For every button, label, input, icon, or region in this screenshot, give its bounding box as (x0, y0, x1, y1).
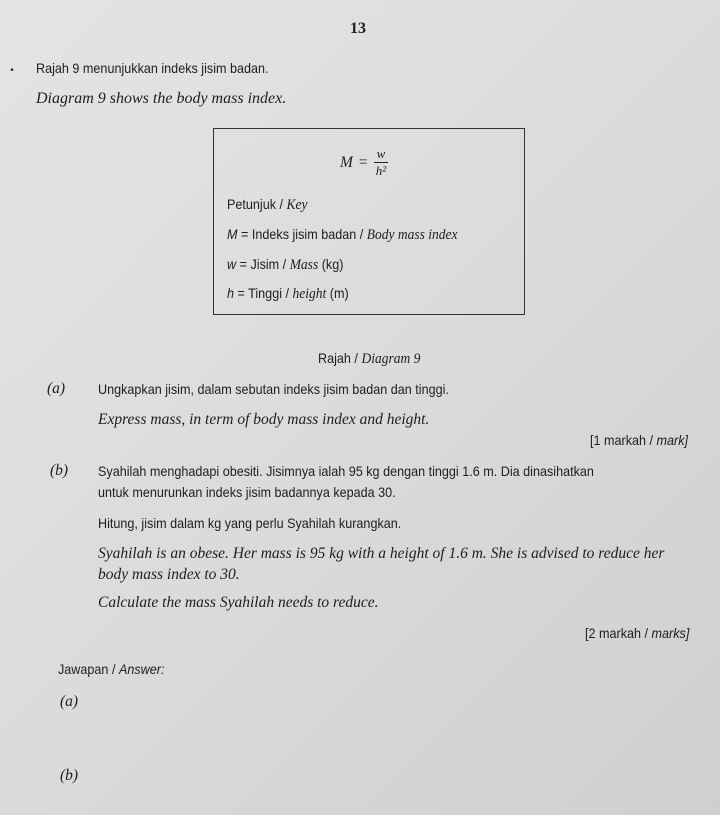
question-a-marks: [1 markah / mark] (590, 432, 689, 448)
key-item-m: M = Indeks jisim badan / Body mass index (227, 226, 458, 243)
key-item-h: h = Tinggi / height (m) (227, 285, 349, 302)
bmi-formula (340, 146, 388, 179)
key-symbol: M (227, 226, 238, 242)
question-b-malay-1: Syahilah menghadapi obesiti. Jisimnya ialah 95 kg dengan tinggi 1.6 m. Dia dinasihatkan (98, 463, 594, 479)
question-a-label: (a) (47, 380, 66, 397)
key-title-malay: Petunjuk (227, 196, 277, 212)
key-symbol: w (227, 256, 237, 272)
question-b-marks: [2 markah / marks] (585, 625, 690, 641)
question-b-english-1: Syahilah is an obese. Her mass is 95 kg with a height of 1.6 m. She is advised to reduce her (98, 545, 665, 562)
key-malay: Tinggi (248, 285, 283, 301)
key-malay: Jisim (250, 256, 280, 272)
answer-title-malay: Jawapan (58, 661, 109, 677)
question-b-label: (b) (50, 462, 69, 479)
bullet: . (10, 58, 14, 75)
key-english: Mass (289, 257, 319, 273)
formula-numerator: w (374, 146, 389, 163)
key-title-english: Key (286, 197, 308, 213)
answer-part-a: (a) (60, 693, 79, 710)
page-number: 13 (350, 20, 366, 37)
formula-lhs: M (340, 153, 353, 171)
question-b-malay-task: Hitung, jisim dalam kg yang perlu Syahilah kurangkan. (98, 515, 402, 531)
formula-equals: = (358, 153, 368, 171)
answer-title: Jawapan / Answer: (58, 661, 165, 677)
marks-malay: [1 markah (590, 432, 647, 448)
question-b-malay-2: untuk menurunkan indeks jisim badannya kepada 30. (98, 484, 396, 500)
diagram-caption: Rajah / Diagram 9 (318, 350, 421, 367)
question-b-english-task: Calculate the mass Syahilah needs to reduce. (98, 594, 379, 611)
key-symbol: h (227, 285, 235, 301)
question-a-malay: Ungkapkan jisim, dalam sebutan indeks jisim badan dan tinggi. (98, 381, 449, 397)
key-title: Petunjuk / Key (227, 196, 308, 213)
key-malay: Indeks jisim badan (251, 226, 357, 242)
answer-title-english: Answer: (118, 661, 165, 677)
question-a-english: Express mass, in term of body mass index and height. (98, 411, 430, 428)
intro-malay: Rajah 9 menunjukkan indeks jisim badan. (36, 60, 269, 76)
marks-english: marks] (651, 625, 690, 641)
key-english: height (292, 286, 327, 302)
answer-part-b: (b) (60, 767, 79, 784)
question-b-english-2: body mass index to 30. (98, 566, 240, 583)
caption-english: Diagram 9 (361, 351, 421, 367)
key-item-w: w = Jisim / Mass (kg) (227, 256, 344, 273)
key-unit: (kg) (321, 256, 344, 272)
key-english: Body mass index (366, 227, 458, 243)
marks-malay: [2 markah (585, 625, 642, 641)
intro-english: Diagram 9 shows the body mass index. (36, 90, 287, 107)
marks-english: mark] (656, 432, 689, 448)
caption-malay: Rajah (318, 350, 351, 366)
formula-denominator: h² (375, 163, 387, 178)
key-unit: (m) (329, 285, 349, 301)
